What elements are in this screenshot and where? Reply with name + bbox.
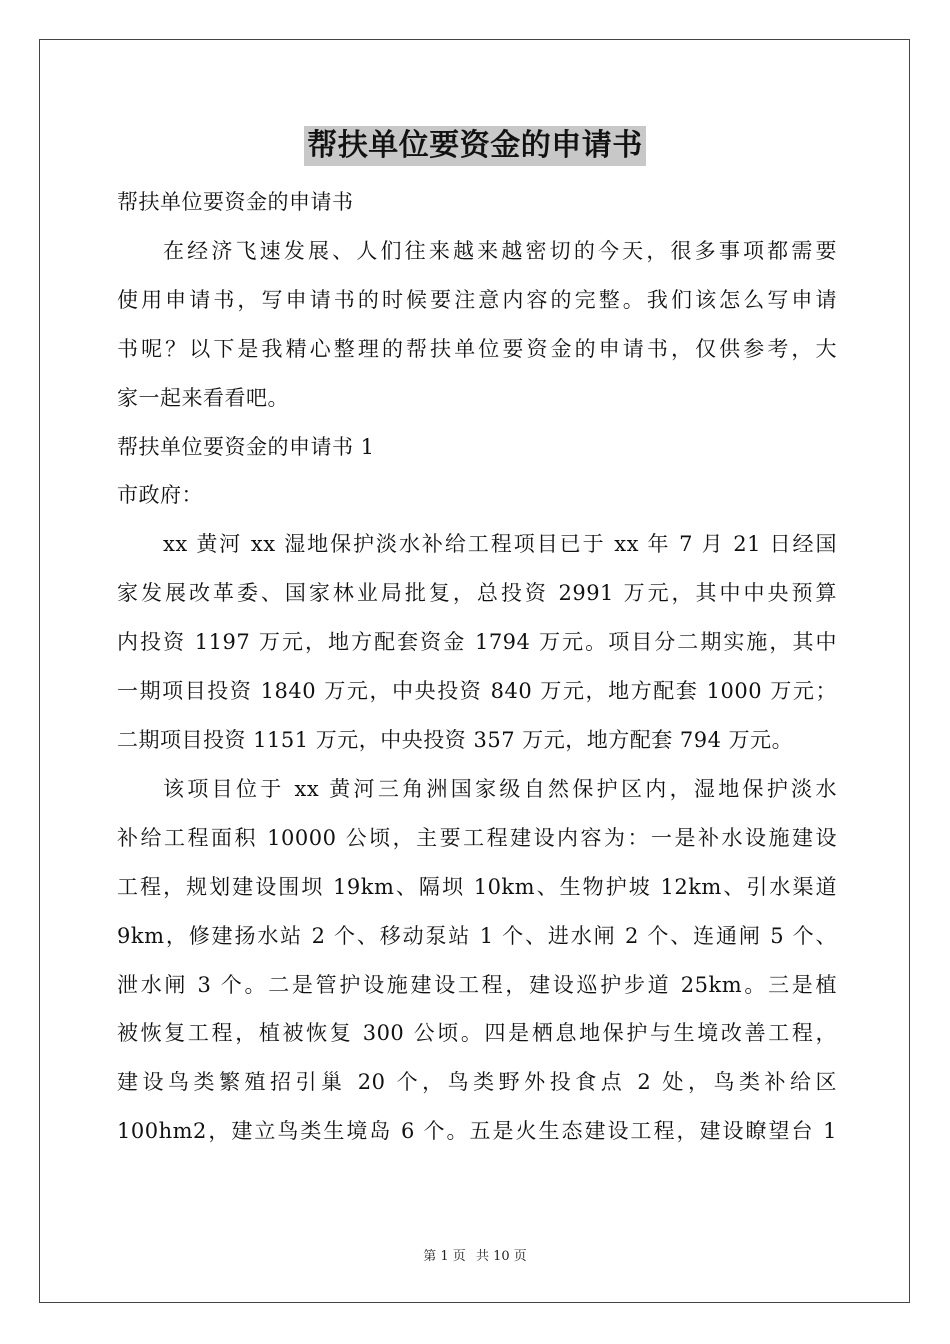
text-line: 建设鸟类繁殖招引巢 20 个，鸟类野外投食点 2 处，鸟类补给区	[117, 1070, 837, 1095]
text-line: 家发展改革委、国家林业局批复，总投资 2991 万元，其中中央预算	[117, 581, 837, 606]
text-line: 家一起来看看吧。	[117, 385, 289, 410]
text-line: 在经济飞速发展、人们往来越来越密切的今天，很多事项都需要	[163, 238, 837, 263]
document-body	[117, 178, 837, 1156]
title-container	[0, 126, 950, 166]
text-line: 补给工程面积 10000 公顷，主要工程建设内容为：一是补水设施建设	[117, 825, 837, 850]
text-line: 工程，规划建设围坝 19km、隔坝 10km、生物护坡 12km、引水渠道	[117, 874, 837, 899]
text-line: 市政府：	[117, 483, 203, 508]
text-line: 书呢？以下是我精心整理的帮扶单位要资金的申请书，仅供参考，大	[117, 336, 837, 361]
text-line: 一期项目投资 1840 万元，中央投资 840 万元，地方配套 1000 万元；	[117, 679, 837, 704]
page-number: 第 1 页	[423, 1249, 466, 1264]
text-line: 使用申请书，写申请书的时候要注意内容的完整。我们该怎么写申请	[117, 287, 837, 312]
page-total: 共 10 页	[475, 1249, 527, 1264]
page-footer	[0, 1245, 950, 1264]
text-line: 该项目位于 xx 黄河三角洲国家级自然保护区内，湿地保护淡水	[163, 776, 837, 801]
text-line: 被恢复工程，植被恢复 300 公顷。四是栖息地保护与生境改善工程，	[117, 1021, 837, 1046]
text-line: 100hm2，建立鸟类生境岛 6 个。五是火生态建设工程，建设瞭望台 1	[117, 1119, 837, 1144]
text-line: 内投资 1197 万元，地方配套资金 1794 万元。项目分二期实施，其中	[117, 630, 837, 655]
text-line: 帮扶单位要资金的申请书 1	[117, 434, 375, 459]
text-line: xx 黄河 xx 湿地保护淡水补给工程项目已于 xx 年 7 月 21 日经国	[163, 532, 837, 557]
text-line: 帮扶单位要资金的申请书	[117, 190, 354, 214]
text-line: 泄水闸 3 个。二是管护设施建设工程，建设巡护步道 25km。三是植	[117, 972, 837, 997]
text-line: 二期项目投资 1151 万元，中央投资 357 万元，地方配套 794 万元。	[117, 727, 794, 752]
document-title: 帮扶单位要资金的申请书	[304, 126, 646, 166]
text-line: 9km，修建扬水站 2 个、移动泵站 1 个、进水闸 2 个、连通闸 5 个、	[117, 923, 837, 948]
